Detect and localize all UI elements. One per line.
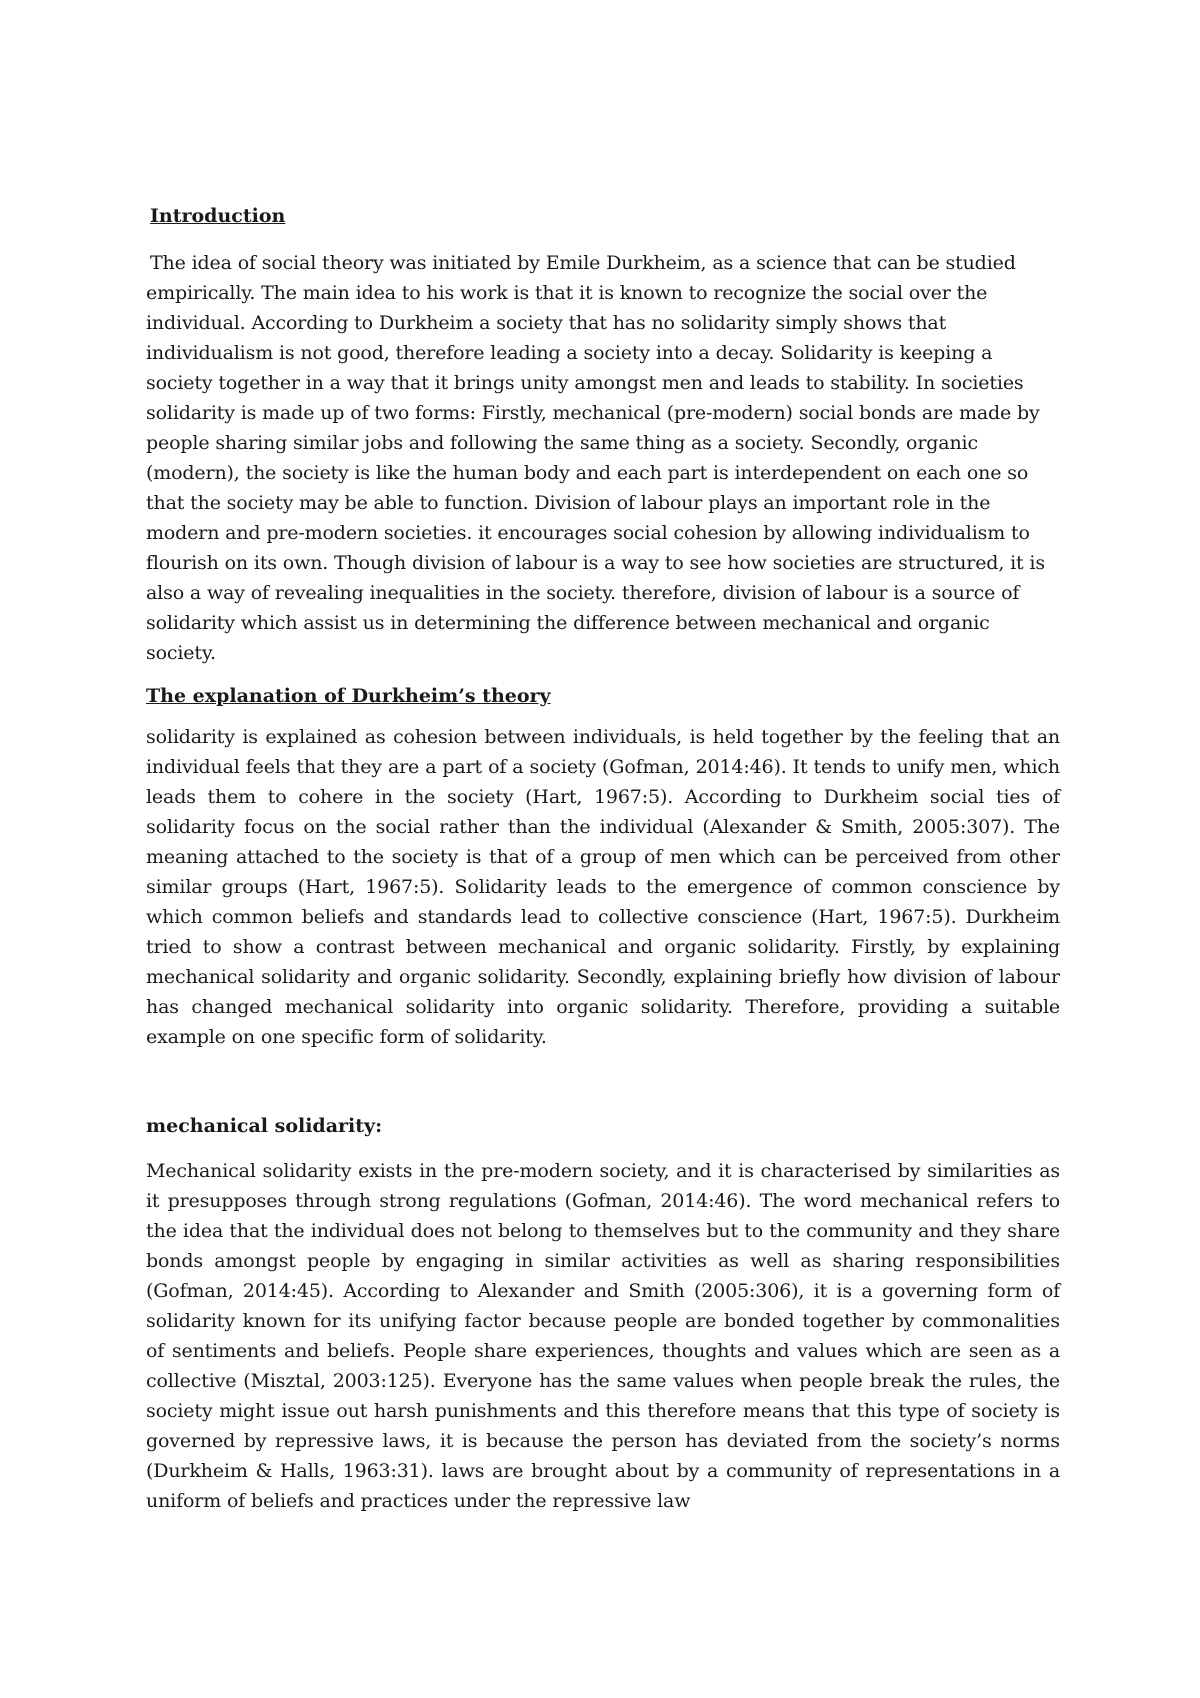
section-heading-introduction: Introduction	[150, 205, 286, 227]
section-heading-mechanical-solidarity: mechanical solidarity:	[146, 1115, 383, 1137]
section-body-introduction: The idea of social theory was initiated by Emile Durkheim, as a science that can be studied empirically. The main idea to his work is that it is known to recognize the social over the individual. According to Durkheim a society that has no solidarity simply shows that individualism is not good, therefore leading a society into a decay. Solidarity is keeping a society together in a way that it brings unity amongst men and leads to stability. In societies solidarity is made up of two forms: Firstly, mechanical (pre-modern) social bonds are made by people sharing similar jobs and following the same thing as a society. Secondly, organic (modern), the society is like the human body and each part is interdependent on each one so that the society may be able to function. Division of labour plays an important role in the modern and pre-modern societies. it encourages social cohesion by allowing individualism to flourish on its own. Though division of labour is a way to see how societies are structured, it is also a way of revealing inequalities in the society. therefore, division of labour is a source of solidarity which assist us in determining the difference between mechanical and organic society.	[146, 252, 1045, 664]
section-body-explanation: solidarity is explained as cohesion between individuals, is held together by the feeling that an individual feels that they are a part of a society (Gofman, 2014:46). It tends to unify men, which leads them to cohere in the society (Hart, 1967:5). According to Durkheim social ties of solidarity focus on the social rather than the individual (Alexander & Smith, 2005:307). The meaning attached to the society is that of a group of men which can be perceived from other similar groups (Hart, 1967:5). Solidarity leads to the emergence of common conscience by which common beliefs and standards lead to collective conscience (Hart, 1967:5). Durkheim tried to show a contrast between mechanical and organic solidarity. Firstly, by explaining mechanical solidarity and organic solidarity. Secondly, explaining briefly how division of labour has changed mechanical solidarity into organic solidarity. Therefore, providing a suitable example on one specific form of solidarity.	[146, 726, 1060, 1048]
section-body-mechanical-solidarity: Mechanical solidarity exists in the pre-modern society, and it is characterised by similarities as it presupposes through strong regulations (Gofman, 2014:46). The word mechanical refers to the idea that the individual does not belong to themselves but to the community and they share bonds amongst people by engaging in similar activities as well as sharing responsibilities (Gofman, 2014:45). According to Alexander and Smith (2005:306), it is a governing form of solidarity known for its unifying factor because people are bonded together by commonalities of sentiments and beliefs. People share experiences, thoughts and values which are seen as a collective (Misztal, 2003:125). Everyone has the same values when people break the rules, the society might issue out harsh punishments and this therefore means that this type of society is governed by repressive laws, it is because the person has deviated from the society’s norms (Durkheim & Halls, 1963:31). laws are brought about by a community of representations in a uniform of beliefs and practices under the repressive law	[146, 1160, 1060, 1512]
section-heading-explanation: The explanation of Durkheim’s theory	[146, 685, 551, 707]
document-content	[146, 202, 1060, 1516]
